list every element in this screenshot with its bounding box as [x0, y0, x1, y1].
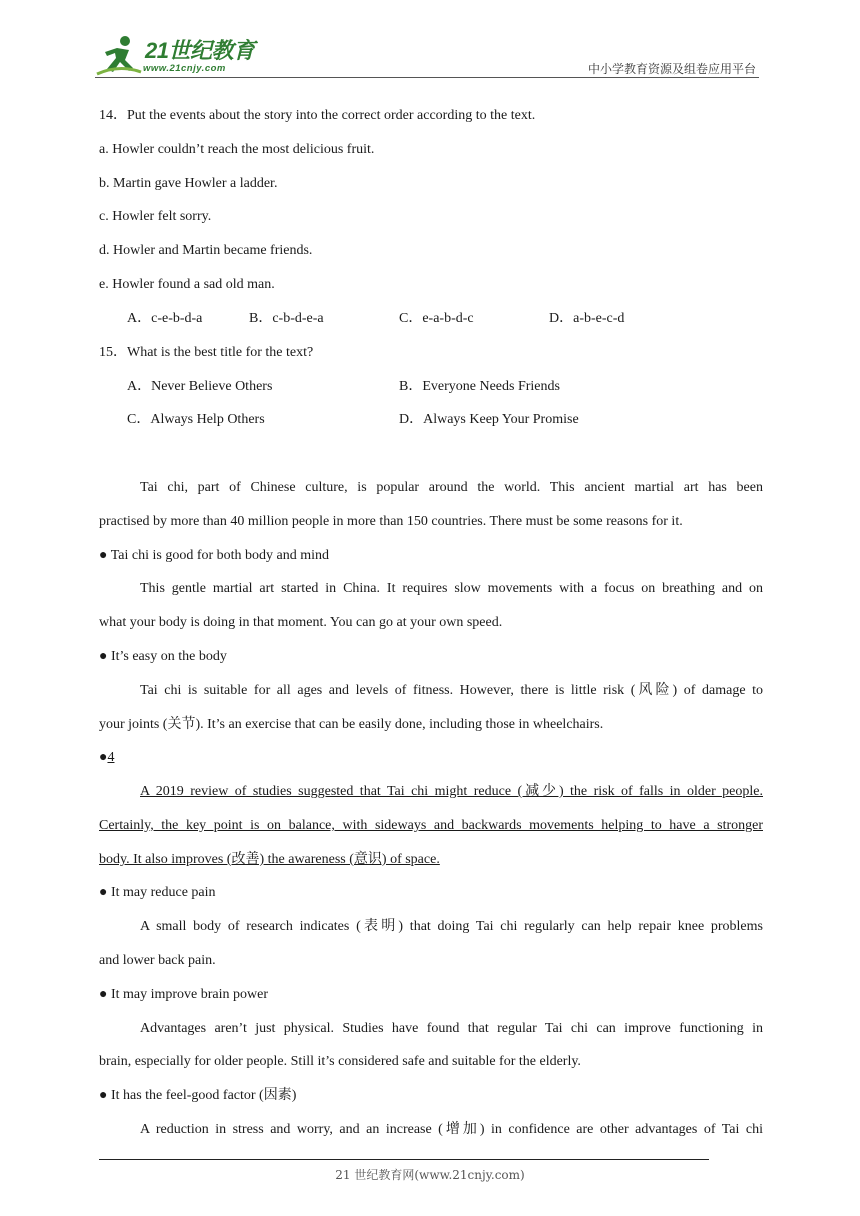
q14-option-a[interactable]: A．c-e-b-d-a: [127, 311, 203, 326]
q15-option-a[interactable]: A．Never Believe Others: [127, 379, 273, 394]
q14-option-b[interactable]: B．c-b-d-e-a: [249, 311, 324, 326]
logo-text: 21世纪教育: [145, 38, 255, 63]
header-tagline: 中小学教育资源及组卷应用平台: [587, 62, 756, 76]
passage-p6-line2: brain, especially for older people. Still it’s considered safe and suitable for the elderly.: [99, 1054, 581, 1069]
q15-stem: 15．What is the best title for the text?: [99, 345, 314, 360]
blank-number-4[interactable]: 4: [107, 750, 115, 765]
heading-brain-power: ● It may improve brain power: [99, 987, 269, 1002]
passage-p2-line2: what your body is doing in that moment. You can go at your own speed.: [99, 615, 503, 630]
q15-option-b[interactable]: B．Everyone Needs Friends: [399, 379, 560, 394]
q14-event-b: b. Martin gave Howler a ladder.: [99, 176, 278, 191]
passage-p4-line2: Certainly, the key point is on balance, with sideways and backwards movements helping to have a stronger: [99, 818, 763, 833]
site-logo: [95, 34, 265, 78]
q14-stem: 14．Put the events about the story into the correct order according to the text.: [99, 108, 536, 123]
q14-event-d: d. Howler and Martin became friends.: [99, 243, 313, 258]
logo-url: www.21cnjy.com: [143, 63, 226, 74]
bullet: ●: [99, 750, 108, 765]
passage-p4-line3-text: body. It also improves (改善) the awareness (意识) of space.: [99, 852, 440, 867]
q15-option-d[interactable]: D．Always Keep Your Promise: [399, 412, 579, 427]
heading-feel-good: ● It has the feel-good factor (因素): [99, 1088, 297, 1103]
heading-reduce-pain: ● It may reduce pain: [99, 885, 216, 900]
passage-p5-line1: A small body of research indicates (表明) that doing Tai chi regularly can help repair knee problems: [140, 919, 763, 934]
passage-p7-line1: A reduction in stress and worry, and an increase (增加) in confidence are other advantages of Tai chi: [140, 1122, 763, 1137]
q14-event-e: e. Howler found a sad old man.: [99, 277, 275, 292]
page-footer: 21 世纪教育网(www.21cnjy.com): [335, 1168, 525, 1182]
q14-option-d[interactable]: D．a-b-e-c-d: [549, 311, 625, 326]
q14-option-c[interactable]: C．e-a-b-d-c: [399, 311, 474, 326]
q14-event-a: a. Howler couldn’t reach the most delicious fruit.: [99, 142, 375, 157]
footer-divider: [99, 1159, 709, 1160]
passage-p4-line3: [99, 851, 763, 869]
passage-p3-line2: your joints (关节). It’s an exercise that can be easily done, including those in wheelchairs.: [99, 717, 604, 732]
heading-blank-4: [99, 749, 114, 767]
passage-p3-line1: Tai chi is suitable for all ages and levels of fitness. However, there is little risk (风险) of damage to: [140, 683, 763, 698]
passage-p1-line2: practised by more than 40 million people in more than 150 countries. There must be some reasons for it.: [99, 514, 683, 529]
runner-icon: [95, 34, 143, 78]
passage-p6-line1: Advantages aren’t just physical. Studies have found that regular Tai chi can improve functioning in: [140, 1021, 763, 1036]
passage-p5-line2: and lower back pain.: [99, 953, 216, 968]
passage-p4-line1: [99, 783, 763, 801]
heading-body-and-mind: ● Tai chi is good for both body and mind: [99, 548, 330, 563]
q15-option-c[interactable]: C．Always Help Others: [127, 412, 265, 427]
passage-p1-line1: Tai chi, part of Chinese culture, is popular around the world. This ancient martial art has been: [140, 480, 763, 495]
page-header: [0, 0, 860, 80]
passage-p2-line1: This gentle martial art started in China. It requires slow movements with a focus on breathing and on: [140, 581, 763, 596]
passage-p4-line1-text: A 2019 review of studies suggested that Tai chi might reduce (减少) the risk of falls in older people.: [140, 784, 763, 799]
q14-event-c: c. Howler felt sorry.: [99, 209, 212, 224]
heading-easy-on-body: ● It’s easy on the body: [99, 649, 227, 664]
header-divider: [95, 77, 759, 78]
